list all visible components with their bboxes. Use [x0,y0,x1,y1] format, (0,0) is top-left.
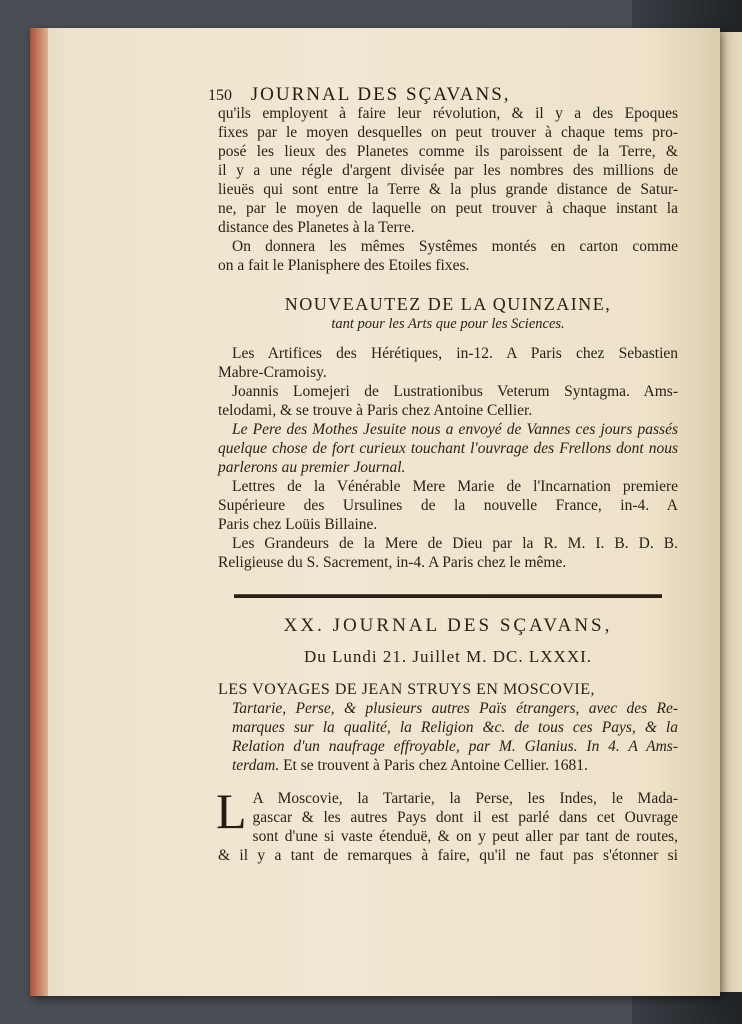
text-line: Religieuse du S. Sacrement, in-4. A Paris chez le même. [218,554,567,571]
body-paragraph [216,783,678,865]
book-title: LES VOYAGES DE JEAN STRUYS EN MOSCOVIE, [218,681,596,698]
text-line: On donnera les mêmes Systêmes montés en carton comme [232,238,678,255]
section-subtitle: tant pour les Arts que pour les Sciences. [331,316,565,332]
page-fore-edge [30,28,48,996]
text-line: telodami, & se trouve à Paris chez Antoine Cellier. [218,402,533,419]
text-line: Relation d'un naufrage effroyable, par M. Glanius. In 4. A Ams- [232,738,678,755]
page-text [218,104,678,865]
drop-cap: L [216,783,247,839]
divider-rule [234,594,662,598]
imprint-publisher: Et se trouvent à Paris chez Antoine Cellier. 1681. [279,757,588,774]
text-line: fixes par le moyen desquelles on peut trouver à chaque tems pro- [218,124,678,141]
text-line: ne, par le moyen de laquelle on peut trouver à chaque instant la [218,200,678,217]
text-line: lieuës qui sont entre la Terre & la plus grande distance de Satur- [218,181,678,198]
text-line: marques sur la qualité, la Religion &c. de tous ces Pays, & la [232,719,678,736]
text-line: Mabre-Cramoisy. [218,364,327,381]
text-line: parlerons au premier Journal. [218,459,406,476]
text-line: gascar & les autres Pays dont il est parlé dans cet Ouvrage [252,809,678,826]
running-title: JOURNAL DES SÇAVANS, [250,84,511,105]
text-line: Les Grandeurs de la Mere de Dieu par la R. M. I. B. D. B. [232,535,678,552]
paragraph-systemes [218,237,678,275]
book-imprint [218,756,678,775]
text-line: Tartarie, Perse, & plusieurs autres Païs étrangers, avec des Re- [232,700,678,717]
book-subtitle [218,699,678,756]
paragraph-planetes [218,104,678,237]
text-line: qu'ils employent à faire leur révolution, & il y a des Epoques [218,105,678,122]
text-line: on a fait le Planisphere des Etoiles fixes. [218,257,470,274]
list-item [218,344,678,382]
text-line: Le Pere des Mothes Jesuite nous a envoyé de Vannes ces jours passés [232,421,678,438]
section-title: NOUVEAUTEZ DE LA QUINZAINE, [284,294,612,314]
issue-journal-title: XX. JOURNAL DES SÇAVANS, [283,615,613,636]
list-item [218,382,678,420]
text-line: il y a une régle d'argent divisée par les nombres des millions de [218,162,678,179]
list-item [218,534,678,572]
text-line: Lettres de la Vénérable Mere Marie de l'Incarnation premiere [232,478,678,495]
text-line: & il y a tant de remarques à faire, qu'il ne faut pas s'étonner si [218,847,678,864]
text-line: posé les lieux des Planetes comme ils paroissent de la Terre, & [218,143,678,160]
text-line: A Moscovie, la Tartarie, la Perse, les Indes, le Mada- [252,790,678,807]
issue-date: Du Lundi 21. Juillet M. DC. LXXXI. [303,647,593,666]
text-line: quelque chose de fort curieux touchant l'ouvrage des Frellons dont nous [218,440,678,457]
text-line: sont d'une si vaste étenduë, & on y peut aller par tant de routes, [252,828,678,845]
imprint-city: terdam. [232,757,280,774]
running-head [208,84,678,106]
list-item [218,477,678,534]
list-item [218,420,678,477]
text-line: Joannis Lomejeri de Lustrationibus Veterum Syntagma. Ams- [232,383,678,400]
text-line: Paris chez Loüis Billaine. [218,516,378,533]
page-number: 150 [208,87,232,104]
text-line: Les Artifices des Hérétiques, in-12. A Paris chez Sebastien [232,345,678,362]
text-line: Supérieure des Ursulines de la nouvelle France, in-4. A [218,497,678,514]
text-line: distance des Planetes à la Terre. [218,219,415,236]
